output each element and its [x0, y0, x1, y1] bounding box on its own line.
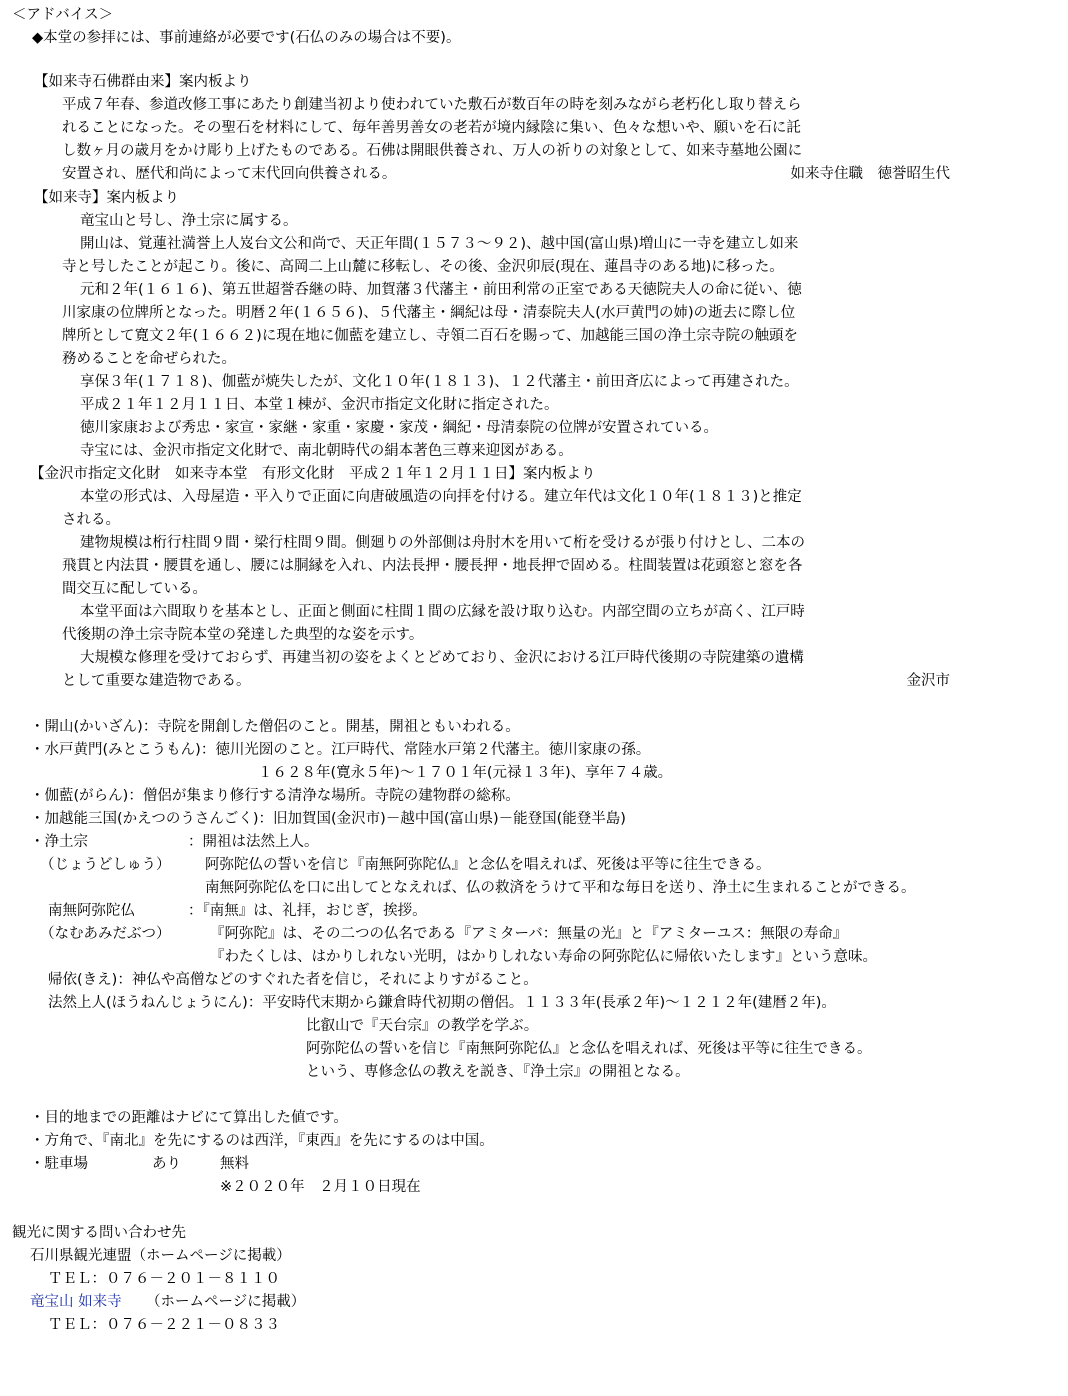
document-page: ＜アドバイス＞ ◆本堂の参拝には、事前連絡が必要です(石仏のみの場合は不要)。 【如来寺石佛群由来】案内板より 平成７年春、参道改修工事にあたり創建当初より使われていた敷石が数百年の時を刻みながら老朽化し取り替えら れることになった。その聖石を材料にして、毎年善男善女の老若が境内縁陰に集い、色々な想いや、願いを石に託 し数ヶ月の歳月をかけ彫り上げたものである。石佛は開眼供養され、万人の祈りの対象として、如来寺墓地公園に 安置され、歴代和尚によって末代回向供養される。 如来寺住職 徳誉昭生代 【如来寺】案内板より 竜宝山と号し、浄土宗に属する。 開山は、覚蓮社満誉上人岌台文公和尚で、天正年間(１５７３～９２)、越中国(富山県)増山に一寺を建立し如来 寺と号したことが起こり。後に、高岡二上山麓に移転し、その後、金沢卯辰(現在、蓮昌寺のある地)に移った。 元和２年(１６１６)、第五世超誉呑継の時、加賀藩３代藩主・前田利常の正室である天徳院夫人の命に従い、徳 川家康の位牌所となった。明暦２年(１６５６)、５代藩主・綱紀は母・清泰院夫人(水戸黄門の姉)の逝去に際し位 牌所として寛文２年(１６６２)に現在地に伽藍を建立し、寺領二百石を賜って、加越能三国の浄土宗寺院の触頭を 務めることを命ぜられた。 享保３年(１７１８)、伽藍が焼失したが、文化１０年(１８１３)、１２代藩主・前田斉広によって再建された。 平成２１年１２月１１日、本堂１棟が、金沢市指定文化財に指定された。 徳川家康および秀忠・家宣・家継・家重・家慶・家茂・綱紀・母清泰院の位牌が安置されている。 寺宝には、金沢市指定文化財で、南北朝時代の絹本著色三尊来迎図がある。 【金沢市指定文化財 如来寺本堂 有形文化財 平成２１年１２月１１日】案内板より 本堂の形式は、入母屋造・平入りで正面に向唐破風造の向拝を付ける。建立年代は文化１０年(１８１３)と推定 される。 建物規模は桁行柱間９間・梁行柱間９間。側廻りの外部側は舟肘木を用いて桁を受けるが張り付けとし、二本の 飛貫と内法貫・腰貫を通し、腰には胴縁を入れ、内法長押・腰長押・地長押で固める。柱間装置は花頭窓と窓を各 間交互に配している。 本堂平面は六間取りを基本とし、正面と側面に柱間１間の広縁を設け取り込む。内部空間の立ちが高く、江戸時 代後期の浄土宗寺院本堂の発達した典型的な姿を示す。 大規模な修理を受けておらず、再建当初の姿をよくとどめており、金沢における江戸時代後期の寺院建築の遺構 として重要な建造物である。 金沢市 ・開山(かいざん)：寺院を開創した僧侶のこと。開基，開祖ともいわれる。 ・水戸黄門(みとこうもん)：徳川光圀のこと。江戸時代、常陸水戸第２代藩主。徳川家康の孫。 １６２８年(寛永５年)～１７０１年(元禄１３年)、享年７４歳。 ・伽藍(がらん)：僧侶が集まり修行する清浄な場所。寺院の建物群の総称。 ・加越能三国(かえつのうさんごく)：旧加賀国(金沢市)－越中国(富山県)－能登国(能登半島) ・浄土宗 ：開祖は法然上人。 （じょうどしゅう） 阿弥陀仏の誓いを信じ『南無阿弥陀仏』と念仏を唱えれば、死後は平等に往生できる。 南無阿弥陀仏を口に出してとなえれば、仏の救済をうけて平和な毎日を送り、浄土に生まれることができる。 南無阿弥陀仏 ：『南無』は、礼拝，おじぎ，挨拶。 （なむあみだぶつ） 『阿弥陀』は、その二つの仏名である『アミターバ：無量の光』と『アミターユス：無限の寿命』 『わたくしは、はかりしれない光明，はかりしれない寿命の阿弥陀仏に帰依いたします』という意味。 帰依(きえ)：神仏や高僧などのすぐれた者を信じ，それによりすがること。 法然上人(ほうねんじょうにん)：平安時代末期から鎌倉時代初期の僧侶。１１３３年(長承２年)～１２１２年(建暦２年)。 比叡山で『天台宗』の教学を学ぶ。 阿弥陀仏の誓いを信じ『南無阿弥陀仏』と念仏を唱えれば、死後は平等に往生できる。 という、専修念仏の教えを説き、『浄土宗』の開祖となる。 ・目的地までの距離はナビにて算出した値です。 ・方角で、『南北』を先にするのは西洋，『東西』を先にするのは中国。 ・駐車場 あり 無料 ※２０２０年 ２月１０日現在 観光に関する問い合わせ先 石川県観光連盟（ホームページに掲載） ＴＥＬ：０７６－２０１－８１１０ 竜宝山 如来寺 （ホームページに掲載） ＴＥＬ：０７６－２２１－０８３３ [12, 7, 950, 1333]
sekibutsu-signature: 如来寺住職 徳誉昭生代 [790, 166, 950, 182]
hondo-signature: 金沢市 [906, 673, 950, 689]
nyoraiji-homepage-link[interactable]: 竜宝山 如来寺 [30, 1294, 122, 1310]
